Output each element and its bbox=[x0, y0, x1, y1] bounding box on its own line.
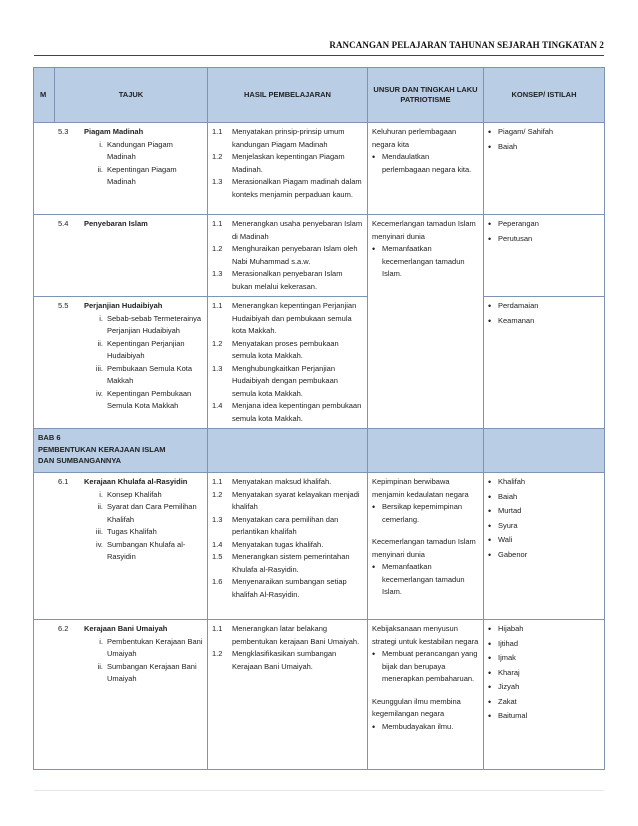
list-item: i. Sebab-sebab Termeterainya Perjanjian Hudaibiyah bbox=[99, 313, 202, 335]
outcome-item: 1.3 Menghubungkaitkan Perjanjian Hudaibiyah dengan pembukaan semula kota Makkah. bbox=[212, 363, 338, 398]
subtopic-list bbox=[84, 313, 203, 413]
outcomes-cell bbox=[208, 297, 368, 429]
outcome-item: 1.2 Menyatakan proses pembukaan semula kota Makkah. bbox=[212, 338, 339, 360]
list-item: ii. Kepentingan Piagam Madinah bbox=[97, 164, 177, 186]
table-row bbox=[34, 215, 605, 297]
topic-number: 6.2 bbox=[58, 624, 69, 633]
header-unsur: UNSUR DAN TINGKAH LAKU PATRIOTISME bbox=[368, 68, 484, 123]
list-item: • Gabenor bbox=[488, 549, 600, 562]
patriotism-cell bbox=[368, 123, 484, 215]
patriotism-cell bbox=[368, 620, 484, 770]
patriotism-cell bbox=[368, 473, 484, 620]
list-item: • Piagam/ Sahifah bbox=[488, 126, 600, 139]
list-item: • Syura bbox=[488, 520, 600, 533]
table-header-row bbox=[34, 68, 605, 123]
table-row bbox=[34, 123, 605, 215]
footer-rule bbox=[34, 790, 604, 791]
list-item: i. Konsep Khalifah bbox=[99, 489, 162, 499]
list-item: • Baiah bbox=[488, 141, 600, 154]
patriotism-behaviour: • Memanfaatkan kecemerlangan tamadun Islam. bbox=[372, 561, 479, 599]
topic-title: Kerajaan Bani Umaiyah bbox=[84, 624, 168, 633]
outcome-item: 1.2 Mengklasifikasikan sumbangan Kerajaan Bani Umaiyah. bbox=[212, 649, 337, 671]
table-row bbox=[34, 473, 605, 620]
outcome-item: 1.6 Menyenaraikan sumbangan setiap khalifah Al-Rasyidin. bbox=[212, 577, 347, 599]
topic-cell bbox=[34, 123, 208, 215]
outcome-item: 1.1 Menerangkan latar belakang pembentukan kerajaan Bani Umaiyah. bbox=[212, 624, 360, 646]
list-item: • Baiah bbox=[488, 491, 600, 504]
patriotism-behaviour: • Mendaulatkan perlembagaan negara kita. bbox=[372, 151, 479, 176]
list-item: ii. Sumbangan Kerajaan Bani Umaiyah bbox=[97, 661, 197, 683]
header-konsep: KONSEP/ ISTILAH bbox=[484, 68, 605, 123]
outcome-item: 1.2 Menghuraikan penyebaran Islam oleh Nabi Muhammad s.a.w. bbox=[212, 244, 358, 266]
patriotism-element: Kepimpinan berwibawa menjamin kedaulatan negara bbox=[372, 477, 469, 499]
patriotism-element: Kecemerlangan tamadun Islam menyinari dunia bbox=[372, 219, 476, 241]
concept-list bbox=[488, 623, 600, 723]
outcome-item: 1.2 Menyatakan syarat kelayakan menjadi khalifah bbox=[212, 489, 360, 511]
outcome-item: 1.5 Menerangkan sistem pemerintahan Khulafa al-Rasyidin. bbox=[212, 552, 350, 574]
topic-cell bbox=[34, 620, 208, 770]
outcome-item: 1.4 Menyatakan tugas khalifah. bbox=[212, 539, 324, 549]
outcome-item: 1.3 Menyatakan cara pemilihan dan perlantikan khalifah bbox=[212, 514, 339, 536]
chapter-title: PEMBENTUKAN KERAJAAN ISLAM bbox=[38, 444, 166, 454]
list-item: • Perdamaian bbox=[488, 300, 600, 313]
outcome-item: 1.2 Menjelaskan kepentingan Piagam Madinah. bbox=[212, 152, 345, 174]
list-item: • Kharaj bbox=[488, 667, 600, 680]
list-item: • Perutusan bbox=[488, 233, 600, 246]
list-item: • Baitumal bbox=[488, 710, 600, 723]
list-item: i. Pembentukan Kerajaan Bani Umaiyah bbox=[99, 636, 203, 658]
header-m: M bbox=[34, 68, 55, 123]
topic-cell bbox=[34, 473, 208, 620]
list-item: • Wali bbox=[488, 534, 600, 547]
chapter-title-cell bbox=[34, 429, 208, 473]
concept-list bbox=[488, 218, 600, 245]
list-item: ii. Syarat dan Cara Pemilihan Khalifah bbox=[97, 502, 197, 524]
concept-cell bbox=[484, 215, 605, 297]
list-item: • Ijtihad bbox=[488, 638, 600, 651]
subtopic-list bbox=[84, 139, 203, 189]
outcome-item: 1.3 Merasionalkan Piagam madinah dalam konteks menjamin perpaduan kaum. bbox=[212, 177, 362, 199]
topic-title: Penyebaran Islam bbox=[84, 219, 148, 228]
header-hasil: HASIL PEMBELAJARAN bbox=[208, 68, 368, 123]
topic-number: 5.5 bbox=[58, 301, 69, 310]
concept-list bbox=[488, 126, 600, 153]
topic-number: 5.3 bbox=[58, 127, 69, 136]
outcomes-cell bbox=[208, 123, 368, 215]
patriotism-behaviour: • Membudayakan ilmu. bbox=[372, 721, 479, 734]
table-row bbox=[34, 297, 605, 429]
list-item: iii. Tugas Khalifah bbox=[95, 527, 157, 536]
outcomes-cell bbox=[208, 215, 368, 297]
patriotism-element: Kecemerlangan tamadun Islam menyinari dunia bbox=[372, 537, 476, 559]
subtopic-list bbox=[84, 489, 203, 564]
subtopic-list bbox=[84, 636, 203, 686]
concept-cell bbox=[484, 473, 605, 620]
outcomes-cell bbox=[208, 473, 368, 620]
chapter-number: BAB 6 bbox=[38, 433, 61, 442]
table-row bbox=[34, 620, 605, 770]
page-header-title: RANCANGAN PELAJARAN TAHUNAN SEJARAH TINGKATAN 2 bbox=[329, 40, 604, 50]
list-item: ii. Kepentingan Perjanjian Hudaibiyah bbox=[97, 338, 185, 360]
concept-cell bbox=[484, 297, 605, 429]
list-item: • Jizyah bbox=[488, 681, 600, 694]
topic-title: Kerajaan Khulafa al-Rasyidin bbox=[84, 477, 188, 486]
list-item: • Peperangan bbox=[488, 218, 600, 231]
outcome-item: 1.3 Merasionalkan penyebaran Islam bukan melalui kekerasan. bbox=[212, 269, 343, 291]
topic-cell bbox=[34, 215, 208, 297]
outcome-item: 1.1 Menyatakan prinsip-prinsip umum kandungan Piagam Madinah bbox=[212, 127, 345, 149]
patriotism-behaviour: • Memanfaatkan kecemerlangan tamadun Islam. bbox=[372, 243, 479, 281]
outcome-item: 1.1 Menerangkan kepentingan Perjanjian Hudaibiyah dan pembukaan semula kota Makkah. bbox=[212, 301, 357, 335]
list-item: iii. Pembukaan Semula Kota Makkah bbox=[95, 363, 193, 385]
patriotism-cell bbox=[368, 215, 484, 429]
topic-cell bbox=[34, 297, 208, 429]
topic-title: Perjanjian Hudaibiyah bbox=[84, 301, 163, 310]
list-item: • Zakat bbox=[488, 696, 600, 709]
outcome-item: 1.1 Menerangkan usaha penyebaran Islam di Madinah bbox=[212, 219, 363, 241]
concept-cell bbox=[484, 620, 605, 770]
patriotism-behaviour: • Membuat perancangan yang bijak dan berupaya menerapkan pembaharuan. bbox=[372, 648, 479, 686]
outcome-item: 1.1 Menyatakan maksud khalifah. bbox=[212, 477, 332, 486]
outcome-item: 1.4 Menjana idea kepentingan pembukaan semula kota Makkah. bbox=[212, 401, 362, 423]
list-item: • Khalifah bbox=[488, 476, 600, 489]
header-rule bbox=[34, 55, 604, 56]
topic-number: 5.4 bbox=[58, 219, 69, 228]
topic-number: 6.1 bbox=[58, 477, 69, 486]
list-item: i. Kandungan Piagam Madinah bbox=[99, 139, 173, 161]
list-item: • Keamanan bbox=[488, 315, 600, 328]
chapter-row bbox=[34, 429, 605, 473]
concept-list bbox=[488, 476, 600, 561]
list-item: • Ijmak bbox=[488, 652, 600, 665]
list-item: • Murtad bbox=[488, 505, 600, 518]
lesson-plan-table bbox=[33, 67, 605, 770]
patriotism-behaviour: • Bersikap kepemimpinan cemerlang. bbox=[372, 501, 479, 526]
topic-title: Piagam Madinah bbox=[84, 127, 144, 136]
patriotism-element: Keluhuran perlembagaan negara kita bbox=[372, 127, 457, 149]
chapter-title-cont: DAN SUMBANGANNYA bbox=[38, 456, 122, 465]
patriotism-element: Keunggulan ilmu membina kegemilangan negara bbox=[372, 696, 461, 718]
patriotism-element: Kebijaksanaan menyusun strategi untuk kestabilan negara bbox=[372, 624, 479, 646]
list-item: iv. Kepentingan Pembukaan Semula Kota Makkah bbox=[96, 388, 192, 410]
outcomes-cell bbox=[208, 620, 368, 770]
list-item: iv. Sumbangan Khulafa al-Rasyidin bbox=[96, 539, 186, 561]
header-tajuk: TAJUK bbox=[55, 68, 208, 123]
concept-list bbox=[488, 300, 600, 327]
list-item: • Hijabah bbox=[488, 623, 600, 636]
concept-cell bbox=[484, 123, 605, 215]
